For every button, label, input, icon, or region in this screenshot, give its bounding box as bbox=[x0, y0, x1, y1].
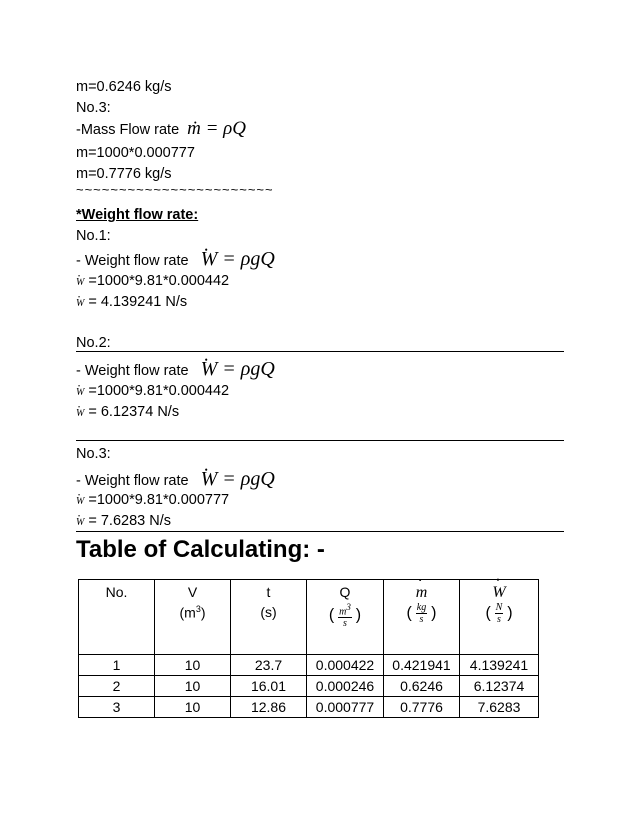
table-cell: 2 bbox=[79, 676, 155, 697]
result-text: = 4.139241 N/s bbox=[88, 294, 188, 310]
w-dot-symbol: • W bbox=[76, 294, 84, 314]
divider bbox=[76, 440, 564, 441]
table-row bbox=[79, 676, 539, 697]
result-line bbox=[76, 402, 179, 424]
weight-flow-line bbox=[76, 359, 275, 381]
section-label: No.3: bbox=[76, 100, 111, 116]
volume-unit: $(m^3)$ bbox=[179, 604, 206, 621]
flow-unit: ( $\frac{m^3}{s}$ ) bbox=[328, 602, 362, 630]
section-label: No.3: bbox=[76, 446, 111, 462]
calc-text: =1000*9.81*0.000777 bbox=[88, 492, 230, 508]
divider bbox=[76, 351, 564, 352]
table-cell: 0.000777 bbox=[307, 697, 384, 718]
tilde-separator: ~~~~~~~~~~~~~~~~~~~~~~~ bbox=[76, 182, 274, 197]
header-mass-flow bbox=[384, 580, 460, 655]
table-heading: Table of Calculating: - bbox=[76, 536, 325, 563]
mass-flow-unit: ( $\frac{kg}{s}$ ) bbox=[406, 602, 437, 625]
w-dot-symbol: • W bbox=[201, 469, 218, 489]
result-text: = 6.12374 N/s bbox=[88, 404, 180, 420]
weight-flow-label: - Weight flow rate bbox=[76, 473, 189, 489]
header-volume: V $(m^3)$ bbox=[155, 580, 231, 655]
w-dot-symbol: • W bbox=[492, 584, 505, 602]
w-dot-symbol: • W bbox=[201, 359, 218, 379]
table-cell: 10 bbox=[155, 697, 231, 718]
w-dot-symbol: • W bbox=[76, 404, 84, 424]
calc-text: =1000*9.81*0.000442 bbox=[88, 383, 230, 399]
weight-flow-label: - Weight flow rate bbox=[76, 253, 189, 269]
equation-rhs: = ρgQ bbox=[222, 358, 275, 380]
table-cell: 0.421941 bbox=[384, 655, 460, 676]
table-row bbox=[79, 697, 539, 718]
table-row bbox=[79, 655, 539, 676]
table-cell: 0.6246 bbox=[384, 676, 460, 697]
table-header-row bbox=[79, 580, 539, 655]
m-dot-symbol: • m bbox=[416, 584, 428, 602]
weight-flow-label: - Weight flow rate bbox=[76, 363, 189, 379]
weight-flow-unit: ( $\frac{N}{s}$ ) bbox=[485, 602, 513, 625]
weight-flow-line bbox=[76, 249, 275, 271]
table-cell: 4.139241 bbox=[460, 655, 539, 676]
w-dot-symbol: • W bbox=[201, 249, 218, 269]
equation-rhs: = ρgQ bbox=[222, 468, 275, 490]
section-heading: *Weight flow rate: bbox=[76, 207, 199, 223]
table-cell: 1 bbox=[79, 655, 155, 676]
w-dot-symbol: • W bbox=[76, 383, 84, 403]
weight-flow-equation bbox=[201, 248, 275, 270]
time-unit: (s) bbox=[260, 604, 277, 620]
result-line bbox=[76, 511, 171, 533]
divider bbox=[76, 531, 564, 532]
result-text: = 7.6283 N/s bbox=[88, 513, 171, 529]
table-cell: 12.86 bbox=[231, 697, 307, 718]
calc-text: =1000*9.81*0.000442 bbox=[88, 273, 230, 289]
calculation-table bbox=[78, 579, 539, 718]
table-cell: 7.6283 bbox=[460, 697, 539, 718]
text-line: m=1000*0.000777 bbox=[76, 145, 195, 161]
calc-line bbox=[76, 490, 229, 512]
mass-flow-line bbox=[76, 119, 246, 140]
section-label: No.2: bbox=[76, 335, 111, 351]
table-cell: 0.7776 bbox=[384, 697, 460, 718]
text-line: m=0.6246 kg/s bbox=[76, 79, 172, 95]
text-line: m=0.7776 kg/s bbox=[76, 166, 172, 182]
header-weight-flow bbox=[460, 580, 539, 655]
weight-flow-line bbox=[76, 469, 275, 491]
table-cell: 0.000422 bbox=[307, 655, 384, 676]
result-line bbox=[76, 292, 187, 314]
table-cell: 0.000246 bbox=[307, 676, 384, 697]
section-label: No.1: bbox=[76, 228, 111, 244]
table-cell: 23.7 bbox=[231, 655, 307, 676]
header-no: No. bbox=[79, 580, 155, 655]
table-cell: 10 bbox=[155, 676, 231, 697]
mass-flow-equation: ṁ = ρQ bbox=[187, 118, 247, 139]
w-dot-symbol: • W bbox=[76, 513, 84, 533]
equation-rhs: = ρgQ bbox=[222, 248, 275, 270]
mass-flow-label: -Mass Flow rate bbox=[76, 122, 180, 138]
header-flow-rate: Q ( $\frac{m^3}{s}$ ) bbox=[307, 580, 384, 655]
weight-flow-equation bbox=[201, 468, 275, 490]
calc-line bbox=[76, 381, 229, 403]
calc-line bbox=[76, 271, 229, 293]
table-cell: 3 bbox=[79, 697, 155, 718]
weight-flow-equation bbox=[201, 358, 275, 380]
w-dot-symbol: • W bbox=[76, 492, 84, 512]
table-cell: 16.01 bbox=[231, 676, 307, 697]
header-time: t (s) bbox=[231, 580, 307, 655]
table-cell: 10 bbox=[155, 655, 231, 676]
w-dot-symbol: • W bbox=[76, 273, 84, 293]
table-cell: 6.12374 bbox=[460, 676, 539, 697]
